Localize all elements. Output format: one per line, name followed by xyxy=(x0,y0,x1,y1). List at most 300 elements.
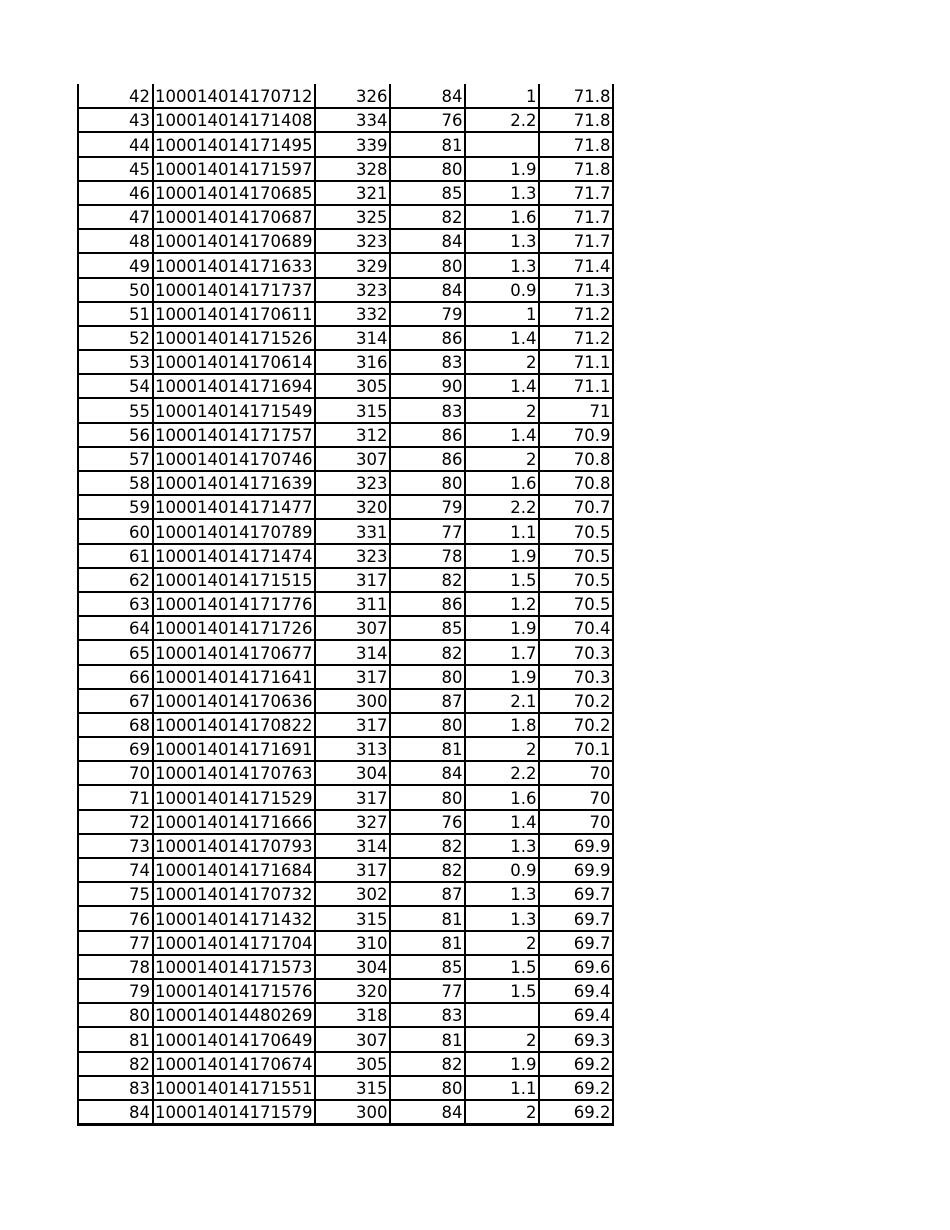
id-cell: 100014014171691 xyxy=(153,737,315,761)
table-row xyxy=(78,616,613,640)
table-row xyxy=(78,979,613,1003)
table-row xyxy=(78,1052,613,1076)
col4-cell: 81 xyxy=(390,906,465,930)
rank-cell: 75 xyxy=(78,882,153,906)
col6-cell: 69.2 xyxy=(539,1100,613,1124)
col3-cell: 332 xyxy=(315,302,390,326)
table-row xyxy=(78,447,613,471)
col6-cell: 71.7 xyxy=(539,229,613,253)
col4-cell: 79 xyxy=(390,495,465,519)
col5-cell: 2 xyxy=(465,931,539,955)
col5-cell: 1 xyxy=(465,302,539,326)
id-cell: 100014014170732 xyxy=(153,882,315,906)
id-cell: 100014014170677 xyxy=(153,640,315,664)
id-cell: 100014014171597 xyxy=(153,157,315,181)
id-cell: 100014014170685 xyxy=(153,181,315,205)
col4-cell: 81 xyxy=(390,737,465,761)
table-row xyxy=(78,737,613,761)
table-row xyxy=(78,374,613,398)
rank-cell: 82 xyxy=(78,1052,153,1076)
col3-cell: 323 xyxy=(315,544,390,568)
col4-cell: 80 xyxy=(390,713,465,737)
col5-cell xyxy=(465,1003,539,1027)
col3-cell: 311 xyxy=(315,592,390,616)
id-cell: 100014014170763 xyxy=(153,761,315,785)
col4-cell: 84 xyxy=(390,761,465,785)
col6-cell: 69.7 xyxy=(539,882,613,906)
col3-cell: 321 xyxy=(315,181,390,205)
id-cell: 100014014170649 xyxy=(153,1027,315,1051)
table-row xyxy=(78,253,613,277)
col6-cell: 71.8 xyxy=(539,132,613,156)
table-row xyxy=(78,157,613,181)
col5-cell: 1.4 xyxy=(465,423,539,447)
col5-cell: 1.4 xyxy=(465,374,539,398)
id-cell: 100014014171515 xyxy=(153,568,315,592)
col4-cell: 82 xyxy=(390,858,465,882)
col6-cell: 71.1 xyxy=(539,350,613,374)
rank-cell: 71 xyxy=(78,785,153,809)
id-cell: 100014014171474 xyxy=(153,544,315,568)
col5-cell: 2.1 xyxy=(465,689,539,713)
id-cell: 100014014171737 xyxy=(153,278,315,302)
table-row xyxy=(78,1100,613,1124)
col4-cell: 85 xyxy=(390,616,465,640)
col3-cell: 307 xyxy=(315,1027,390,1051)
col4-cell: 80 xyxy=(390,665,465,689)
col5-cell: 1.3 xyxy=(465,229,539,253)
table-row xyxy=(78,1027,613,1051)
col4-cell: 87 xyxy=(390,882,465,906)
col3-cell: 300 xyxy=(315,1100,390,1124)
rank-cell: 49 xyxy=(78,253,153,277)
col6-cell: 69.9 xyxy=(539,858,613,882)
col6-cell: 71.8 xyxy=(539,84,613,108)
col6-cell: 71.8 xyxy=(539,108,613,132)
col3-cell: 304 xyxy=(315,761,390,785)
col4-cell: 81 xyxy=(390,931,465,955)
table-row xyxy=(78,568,613,592)
col6-cell: 70.4 xyxy=(539,616,613,640)
col6-cell: 70.1 xyxy=(539,737,613,761)
col6-cell: 69.4 xyxy=(539,1003,613,1027)
id-cell: 100014014170636 xyxy=(153,689,315,713)
col5-cell: 1.4 xyxy=(465,326,539,350)
col5-cell: 1.1 xyxy=(465,519,539,543)
table-row xyxy=(78,640,613,664)
col6-cell: 70.7 xyxy=(539,495,613,519)
col3-cell: 334 xyxy=(315,108,390,132)
col4-cell: 85 xyxy=(390,955,465,979)
col6-cell: 69.4 xyxy=(539,979,613,1003)
table-row xyxy=(78,834,613,858)
id-cell: 100014014171495 xyxy=(153,132,315,156)
table-row xyxy=(78,810,613,834)
rank-cell: 79 xyxy=(78,979,153,1003)
col5-cell: 1.5 xyxy=(465,568,539,592)
col3-cell: 317 xyxy=(315,568,390,592)
id-cell: 100014014171641 xyxy=(153,665,315,689)
col3-cell: 317 xyxy=(315,858,390,882)
col5-cell: 1.3 xyxy=(465,181,539,205)
rank-cell: 65 xyxy=(78,640,153,664)
id-cell: 100014014171551 xyxy=(153,1076,315,1100)
col4-cell: 80 xyxy=(390,253,465,277)
col4-cell: 79 xyxy=(390,302,465,326)
table-row xyxy=(78,495,613,519)
col3-cell: 320 xyxy=(315,495,390,519)
col6-cell: 70.5 xyxy=(539,592,613,616)
id-cell: 100014014171477 xyxy=(153,495,315,519)
col4-cell: 78 xyxy=(390,544,465,568)
col3-cell: 302 xyxy=(315,882,390,906)
col3-cell: 318 xyxy=(315,1003,390,1027)
col4-cell: 84 xyxy=(390,1100,465,1124)
col4-cell: 82 xyxy=(390,205,465,229)
id-cell: 100014014171666 xyxy=(153,810,315,834)
id-cell: 100014014171549 xyxy=(153,398,315,422)
col3-cell: 305 xyxy=(315,1052,390,1076)
col5-cell: 2 xyxy=(465,350,539,374)
id-cell: 100014014170822 xyxy=(153,713,315,737)
id-cell: 100014014171576 xyxy=(153,979,315,1003)
id-cell: 100014014170793 xyxy=(153,834,315,858)
col4-cell: 82 xyxy=(390,1052,465,1076)
col3-cell: 315 xyxy=(315,398,390,422)
col4-cell: 82 xyxy=(390,568,465,592)
rank-cell: 74 xyxy=(78,858,153,882)
rank-cell: 68 xyxy=(78,713,153,737)
col4-cell: 86 xyxy=(390,326,465,350)
id-cell: 100014014170712 xyxy=(153,84,315,108)
id-cell: 100014014171408 xyxy=(153,108,315,132)
col4-cell: 76 xyxy=(390,108,465,132)
col6-cell: 69.7 xyxy=(539,906,613,930)
col4-cell: 85 xyxy=(390,181,465,205)
rank-cell: 66 xyxy=(78,665,153,689)
col4-cell: 82 xyxy=(390,834,465,858)
id-cell: 100014014171633 xyxy=(153,253,315,277)
col4-cell: 86 xyxy=(390,423,465,447)
rank-cell: 53 xyxy=(78,350,153,374)
col5-cell: 2.2 xyxy=(465,108,539,132)
id-cell: 100014014171684 xyxy=(153,858,315,882)
col5-cell: 1.3 xyxy=(465,906,539,930)
table-row xyxy=(78,544,613,568)
col6-cell: 70.8 xyxy=(539,471,613,495)
col5-cell: 2 xyxy=(465,398,539,422)
table-row xyxy=(78,906,613,930)
col3-cell: 320 xyxy=(315,979,390,1003)
table-row xyxy=(78,785,613,809)
id-cell: 100014014171432 xyxy=(153,906,315,930)
col4-cell: 83 xyxy=(390,1003,465,1027)
table-row xyxy=(78,205,613,229)
table-row xyxy=(78,278,613,302)
table-row xyxy=(78,84,613,108)
col6-cell: 71.3 xyxy=(539,278,613,302)
col6-cell: 71.4 xyxy=(539,253,613,277)
table-row xyxy=(78,471,613,495)
col6-cell: 69.6 xyxy=(539,955,613,979)
table-row xyxy=(78,350,613,374)
table-row xyxy=(78,713,613,737)
table-row xyxy=(78,181,613,205)
rank-cell: 81 xyxy=(78,1027,153,1051)
col5-cell: 1.9 xyxy=(465,544,539,568)
col3-cell: 307 xyxy=(315,447,390,471)
col5-cell: 0.9 xyxy=(465,278,539,302)
rank-cell: 51 xyxy=(78,302,153,326)
col4-cell: 80 xyxy=(390,785,465,809)
col4-cell: 80 xyxy=(390,157,465,181)
col5-cell: 1.8 xyxy=(465,713,539,737)
rank-cell: 54 xyxy=(78,374,153,398)
col6-cell: 70.8 xyxy=(539,447,613,471)
col4-cell: 83 xyxy=(390,398,465,422)
rank-cell: 59 xyxy=(78,495,153,519)
col6-cell: 71.7 xyxy=(539,205,613,229)
rank-cell: 55 xyxy=(78,398,153,422)
col3-cell: 314 xyxy=(315,640,390,664)
col4-cell: 77 xyxy=(390,979,465,1003)
col4-cell: 81 xyxy=(390,1027,465,1051)
table-row xyxy=(78,665,613,689)
col3-cell: 317 xyxy=(315,665,390,689)
rank-cell: 80 xyxy=(78,1003,153,1027)
col4-cell: 86 xyxy=(390,592,465,616)
col3-cell: 316 xyxy=(315,350,390,374)
table-body xyxy=(78,84,613,1124)
col6-cell: 69.2 xyxy=(539,1052,613,1076)
rank-cell: 58 xyxy=(78,471,153,495)
table-row xyxy=(78,519,613,543)
col5-cell: 1.6 xyxy=(465,205,539,229)
id-cell: 100014014171526 xyxy=(153,326,315,350)
col6-cell: 69.7 xyxy=(539,931,613,955)
col4-cell: 80 xyxy=(390,471,465,495)
rank-cell: 78 xyxy=(78,955,153,979)
col3-cell: 310 xyxy=(315,931,390,955)
table-row xyxy=(78,132,613,156)
rank-cell: 72 xyxy=(78,810,153,834)
col6-cell: 70.2 xyxy=(539,713,613,737)
col3-cell: 304 xyxy=(315,955,390,979)
col4-cell: 84 xyxy=(390,84,465,108)
rank-cell: 67 xyxy=(78,689,153,713)
col3-cell: 323 xyxy=(315,229,390,253)
rank-cell: 50 xyxy=(78,278,153,302)
col6-cell: 70 xyxy=(539,761,613,785)
table-row xyxy=(78,955,613,979)
col5-cell: 2 xyxy=(465,1027,539,1051)
col5-cell: 1.2 xyxy=(465,592,539,616)
col3-cell: 315 xyxy=(315,906,390,930)
table-row xyxy=(78,689,613,713)
col6-cell: 71.2 xyxy=(539,302,613,326)
col3-cell: 315 xyxy=(315,1076,390,1100)
col5-cell: 1.3 xyxy=(465,834,539,858)
col3-cell: 328 xyxy=(315,157,390,181)
rank-cell: 76 xyxy=(78,906,153,930)
col3-cell: 313 xyxy=(315,737,390,761)
col6-cell: 70 xyxy=(539,810,613,834)
col5-cell: 1.4 xyxy=(465,810,539,834)
rank-cell: 48 xyxy=(78,229,153,253)
table-row xyxy=(78,108,613,132)
col4-cell: 81 xyxy=(390,132,465,156)
rank-cell: 57 xyxy=(78,447,153,471)
col3-cell: 327 xyxy=(315,810,390,834)
id-cell: 100014014171639 xyxy=(153,471,315,495)
id-cell: 100014014171573 xyxy=(153,955,315,979)
id-cell: 100014014171529 xyxy=(153,785,315,809)
table-row xyxy=(78,882,613,906)
table-row xyxy=(78,1076,613,1100)
data-table xyxy=(77,84,614,1126)
rank-cell: 84 xyxy=(78,1100,153,1124)
id-cell: 100014014170789 xyxy=(153,519,315,543)
table-row xyxy=(78,326,613,350)
col3-cell: 325 xyxy=(315,205,390,229)
table-row xyxy=(78,761,613,785)
table-row xyxy=(78,398,613,422)
rank-cell: 60 xyxy=(78,519,153,543)
id-cell: 100014014170611 xyxy=(153,302,315,326)
col5-cell xyxy=(465,132,539,156)
col6-cell: 71.8 xyxy=(539,157,613,181)
col6-cell: 70.9 xyxy=(539,423,613,447)
table-row xyxy=(78,1003,613,1027)
col5-cell: 1.5 xyxy=(465,979,539,1003)
id-cell: 100014014171726 xyxy=(153,616,315,640)
col3-cell: 317 xyxy=(315,713,390,737)
id-cell: 100014014170687 xyxy=(153,205,315,229)
col5-cell: 2 xyxy=(465,737,539,761)
col6-cell: 70.2 xyxy=(539,689,613,713)
table-row xyxy=(78,931,613,955)
rank-cell: 46 xyxy=(78,181,153,205)
rank-cell: 56 xyxy=(78,423,153,447)
id-cell: 100014014480269 xyxy=(153,1003,315,1027)
col5-cell: 1.9 xyxy=(465,665,539,689)
rank-cell: 42 xyxy=(78,84,153,108)
col3-cell: 307 xyxy=(315,616,390,640)
rank-cell: 61 xyxy=(78,544,153,568)
id-cell: 100014014170746 xyxy=(153,447,315,471)
col3-cell: 314 xyxy=(315,326,390,350)
rank-cell: 70 xyxy=(78,761,153,785)
rank-cell: 77 xyxy=(78,931,153,955)
id-cell: 100014014170614 xyxy=(153,350,315,374)
col3-cell: 305 xyxy=(315,374,390,398)
col3-cell: 331 xyxy=(315,519,390,543)
col5-cell: 1.3 xyxy=(465,253,539,277)
rank-cell: 44 xyxy=(78,132,153,156)
col5-cell: 1.9 xyxy=(465,1052,539,1076)
col3-cell: 326 xyxy=(315,84,390,108)
col5-cell: 1.9 xyxy=(465,616,539,640)
col4-cell: 86 xyxy=(390,447,465,471)
col5-cell: 1.9 xyxy=(465,157,539,181)
rank-cell: 69 xyxy=(78,737,153,761)
id-cell: 100014014171694 xyxy=(153,374,315,398)
id-cell: 100014014171704 xyxy=(153,931,315,955)
col6-cell: 71.7 xyxy=(539,181,613,205)
col4-cell: 76 xyxy=(390,810,465,834)
col4-cell: 90 xyxy=(390,374,465,398)
rank-cell: 63 xyxy=(78,592,153,616)
col4-cell: 84 xyxy=(390,229,465,253)
col5-cell: 1.5 xyxy=(465,955,539,979)
id-cell: 100014014171776 xyxy=(153,592,315,616)
id-cell: 100014014171579 xyxy=(153,1100,315,1124)
col6-cell: 69.2 xyxy=(539,1076,613,1100)
col6-cell: 70.3 xyxy=(539,640,613,664)
id-cell: 100014014170689 xyxy=(153,229,315,253)
rank-cell: 64 xyxy=(78,616,153,640)
col3-cell: 339 xyxy=(315,132,390,156)
col4-cell: 82 xyxy=(390,640,465,664)
id-cell: 100014014171757 xyxy=(153,423,315,447)
col6-cell: 71 xyxy=(539,398,613,422)
col6-cell: 69.3 xyxy=(539,1027,613,1051)
col6-cell: 70.5 xyxy=(539,544,613,568)
col4-cell: 80 xyxy=(390,1076,465,1100)
col5-cell: 1.1 xyxy=(465,1076,539,1100)
col3-cell: 312 xyxy=(315,423,390,447)
col3-cell: 323 xyxy=(315,278,390,302)
col4-cell: 84 xyxy=(390,278,465,302)
col5-cell: 0.9 xyxy=(465,858,539,882)
col6-cell: 70.5 xyxy=(539,519,613,543)
col5-cell: 2.2 xyxy=(465,761,539,785)
col3-cell: 300 xyxy=(315,689,390,713)
col6-cell: 69.9 xyxy=(539,834,613,858)
col3-cell: 317 xyxy=(315,785,390,809)
table-row xyxy=(78,592,613,616)
col4-cell: 77 xyxy=(390,519,465,543)
col6-cell: 71.2 xyxy=(539,326,613,350)
rank-cell: 45 xyxy=(78,157,153,181)
col5-cell: 2.2 xyxy=(465,495,539,519)
col6-cell: 71.1 xyxy=(539,374,613,398)
id-cell: 100014014170674 xyxy=(153,1052,315,1076)
rank-cell: 73 xyxy=(78,834,153,858)
col5-cell: 1.6 xyxy=(465,785,539,809)
table-row xyxy=(78,423,613,447)
col6-cell: 70 xyxy=(539,785,613,809)
rank-cell: 83 xyxy=(78,1076,153,1100)
col4-cell: 87 xyxy=(390,689,465,713)
rank-cell: 47 xyxy=(78,205,153,229)
col5-cell: 1.3 xyxy=(465,882,539,906)
rank-cell: 62 xyxy=(78,568,153,592)
col5-cell: 2 xyxy=(465,1100,539,1124)
rank-cell: 52 xyxy=(78,326,153,350)
col3-cell: 314 xyxy=(315,834,390,858)
col4-cell: 83 xyxy=(390,350,465,374)
col5-cell: 1.7 xyxy=(465,640,539,664)
col3-cell: 329 xyxy=(315,253,390,277)
rank-cell: 43 xyxy=(78,108,153,132)
table-row xyxy=(78,302,613,326)
table-row xyxy=(78,229,613,253)
col5-cell: 1 xyxy=(465,84,539,108)
col5-cell: 2 xyxy=(465,447,539,471)
col6-cell: 70.5 xyxy=(539,568,613,592)
table-row xyxy=(78,858,613,882)
